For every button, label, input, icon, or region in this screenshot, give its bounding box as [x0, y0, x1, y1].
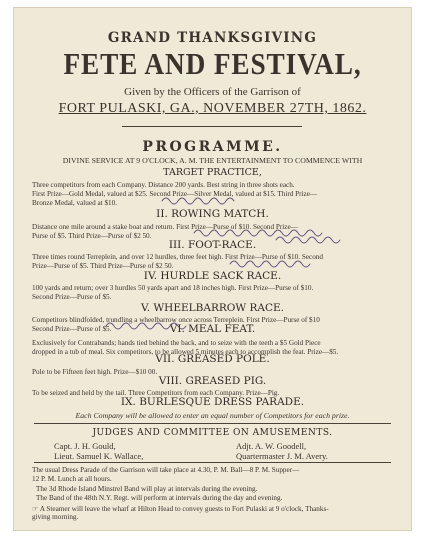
section-5-line-1: Competitors blindfolded, trundling a wheelbarrow once across Terreplein. First Prize—Purse of $10 — [32, 316, 320, 324]
handwriting-mark-5 — [106, 323, 186, 329]
given-by-line: Given by the Officers of the Garrison of — [124, 86, 301, 98]
section-4-line-2: Second Prize—Purse of $5. — [32, 293, 112, 301]
target-line-1: Three competitors from each Company. Distance 200 yards. Best string in three shots each. — [32, 181, 295, 189]
handwriting-mark-2 — [194, 230, 322, 236]
handwriting-mark-4 — [230, 261, 310, 267]
section-2-line-2: Purse of $5. Third Prize—Purse of $2 50. — [32, 232, 152, 240]
target-heading: TARGET PRACTICE, — [163, 167, 262, 178]
main-title: FETE AND FESTIVAL, — [63, 46, 362, 81]
committee-right-2: Quartermaster J. M. Avery. — [236, 451, 328, 461]
footer-line-6: giving morning. — [32, 513, 79, 521]
section-7-heading: VII. GREASED POLE. — [155, 353, 270, 365]
handwriting-marks — [106, 198, 340, 329]
committee-left-2: Lieut. Samuel K. Wallace, — [54, 451, 144, 461]
footer-line-2: 12 P. M. Lunch at all hours. — [32, 475, 112, 483]
footer-line-5: ☞ A Steamer will leave the wharf at Hilton Head to convey guests to Fort Pulaski at 9 o'clock, Thanks- — [32, 505, 329, 513]
section-4-line-1: 100 yards and return; over 3 hurdles 50 yards apart and 18 inches high. First Prize—Purse of $10. — [32, 284, 314, 292]
broadside-sheet — [14, 8, 411, 530]
committee-left-1: Capt. J. H. Gould, — [54, 441, 116, 451]
section-4-heading: IV. HURDLE SACK RACE. — [143, 270, 282, 282]
section-3-heading: III. FOOT-RACE. — [168, 239, 257, 251]
intro-line: DIVINE SERVICE AT 9 O'CLOCK, A. M. THE ENTERTAINMENT TO COMMENCE WITH — [62, 156, 363, 165]
committee-heading: JUDGES AND COMMITTEE ON AMUSEMENTS. — [92, 428, 333, 438]
section-6-heading: VI. MEAL FEAT. — [169, 323, 256, 335]
section-8-line-1: To be seized and held by the tail. Three Competitors from each Company. Prize—Pig. — [32, 389, 280, 397]
place-date-line: FORT PULASKI, GA., NOVEMBER 27TH, 1862. — [58, 101, 367, 116]
footer-line-4: The Band of the 48th N.Y. Regt. will perform at intervals during the day and evening. — [36, 494, 283, 502]
programme-heading: PROGRAMME. — [142, 139, 283, 155]
handwritten-annotations — [14, 8, 411, 530]
handwriting-mark-3 — [276, 237, 340, 243]
section-7-line-1: Pole to be Fifteen feet high. Prize—$10 00. — [32, 368, 158, 376]
section-3-line-1: Three times round Terreplein, and over 12 hurdles, three feet high. First Prize—Purse of $10. Second — [32, 253, 323, 261]
header-line-1: GRAND THANKSGIVING — [107, 30, 318, 46]
section-3-line-2: Prize—Purse of $5. Third Prize—Purse of $2 50. — [32, 262, 174, 270]
target-line-2: First Prize—Gold Medal, valued at $25. Second Prize—Silver Medal, valued at $15. Third Prize— — [32, 190, 318, 198]
section-2-heading: II. ROWING MATCH. — [156, 208, 269, 220]
target-line-3: Bronze Medal, valued at $10. — [32, 199, 118, 207]
section-6-line-1: Exclusively for Contrabands; hands tied behind the back, and to seize with the teeth a $5 Gold Piece — [32, 339, 321, 347]
footer-line-3: The 3d Rhode Island Minstrel Band will play at intervals during the evening. — [36, 485, 258, 493]
section-9-line-1: Each Company will be allowed to enter an equal number of Competitors for each prize. — [75, 411, 350, 420]
footer-line-1: The usual Dress Parade of the Garrison will take place at 4.30, P. M. Ball—8 P. M. Supper— — [32, 466, 300, 474]
section-5-heading: V. WHEELBARROW RACE. — [140, 302, 285, 314]
handwriting-mark-1 — [162, 198, 234, 204]
section-6-line-2: dropped in a tub of meal. Six competitors, to be allowed 5 minutes each to accomplish the feat. Prize—$5. — [32, 348, 339, 356]
section-2-line-1: Distance one mile around a stake boat and return. First Prize—Purse of $10. Second Prize— — [32, 223, 298, 231]
section-9-heading: IX. BURLESQUE DRESS PARADE. — [120, 396, 305, 408]
committee-right-1: Adjt. A. W. Goodell, — [236, 441, 307, 451]
section-8-heading: VIII. GREASED PIG. — [158, 375, 267, 387]
section-5-line-2: Second Prize—Purse of $5. — [32, 325, 112, 333]
